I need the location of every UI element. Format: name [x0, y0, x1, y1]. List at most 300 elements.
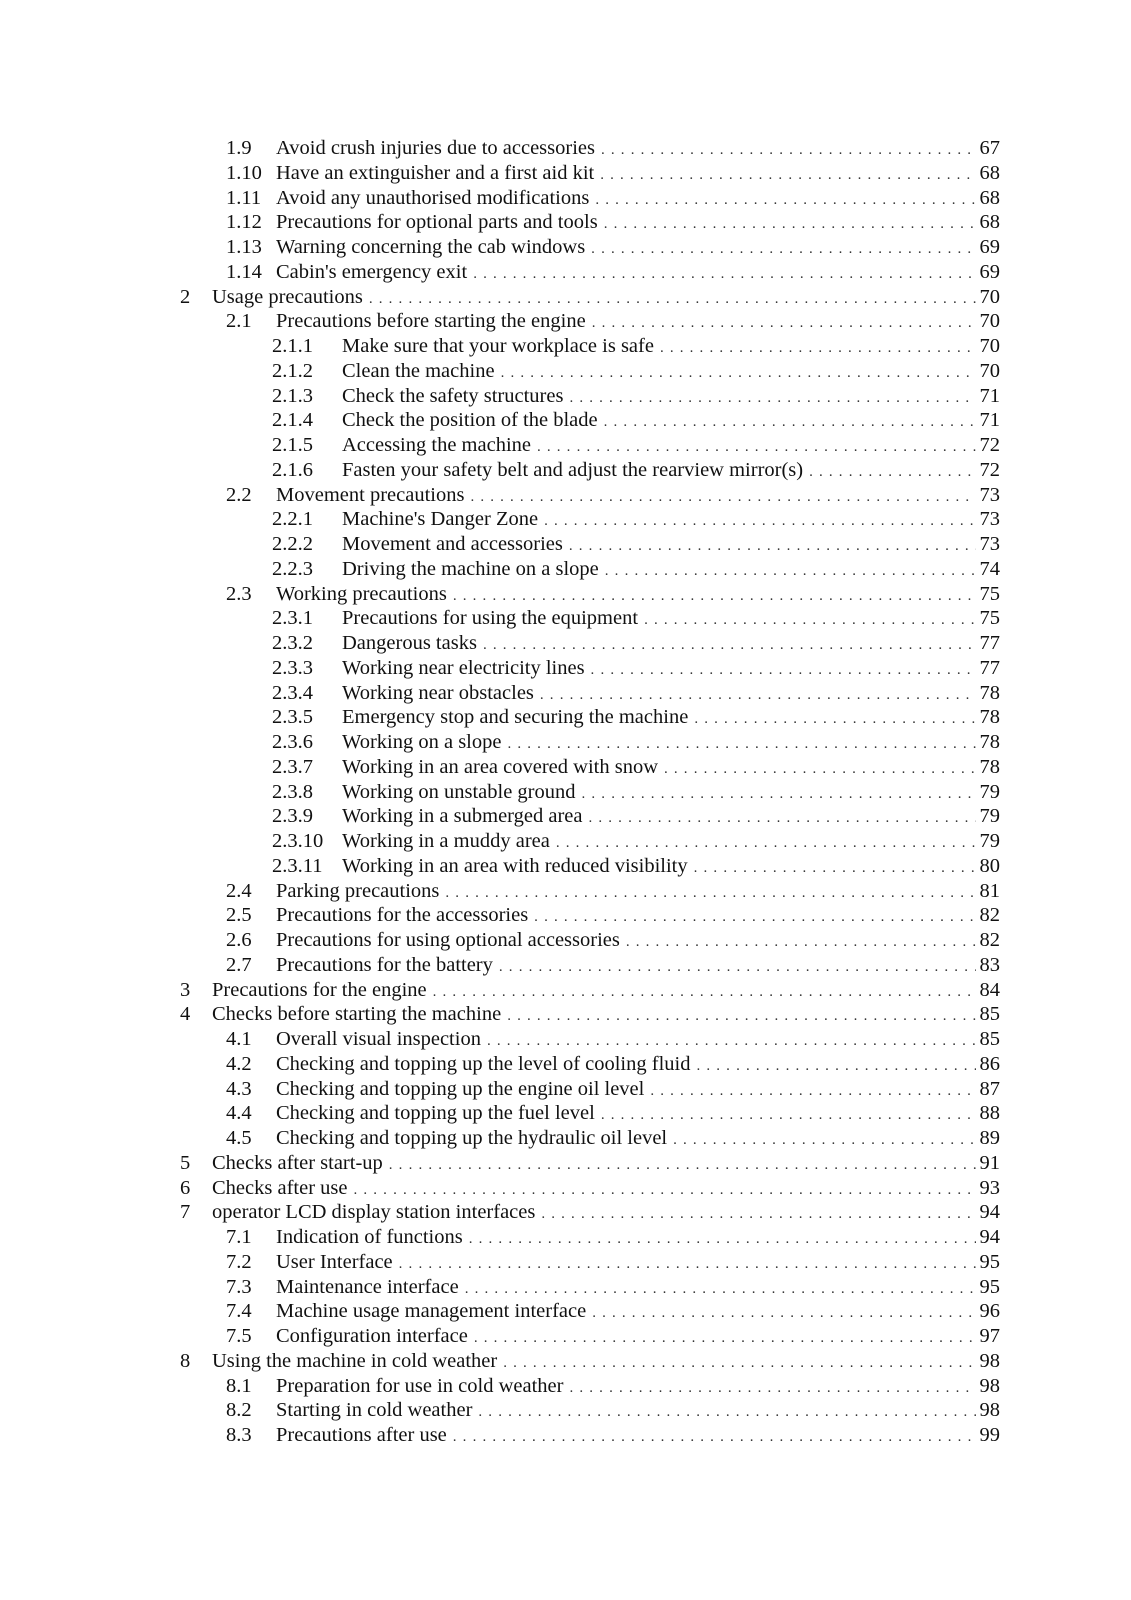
toc-entry-title: Check the safety structures — [342, 384, 564, 407]
toc-dot-leader — [540, 683, 976, 708]
toc-entry-body — [276, 1423, 1000, 1450]
toc-entry-page-number: 86 — [979, 1052, 1000, 1075]
toc-entry[interactable] — [0, 433, 1131, 458]
toc-dot-leader — [483, 633, 976, 658]
toc-entry-title: Precautions for using optional accessories — [276, 929, 620, 951]
toc-entry-body — [276, 1077, 1000, 1104]
toc-entry-body — [342, 804, 1000, 831]
toc-entry-number: 2.3.9 — [272, 805, 313, 828]
toc-dot-leader — [537, 435, 976, 460]
toc-entry-title: Working in a muddy area — [342, 830, 550, 852]
toc-entry[interactable] — [0, 136, 1131, 161]
toc-dot-leader — [445, 881, 975, 906]
toc-entry-number: 8.3 — [226, 1424, 252, 1446]
toc-entry-page-number: 95 — [979, 1275, 1000, 1298]
toc-entry-title: Precautions for the accessories — [276, 904, 529, 927]
toc-entry[interactable] — [0, 161, 1131, 186]
toc-entry-title: Avoid any unauthorised modifications — [276, 186, 590, 209]
toc-entry-body — [342, 408, 1000, 435]
toc-entry-page-number: 79 — [979, 830, 1000, 852]
toc-entry-body — [276, 309, 1000, 336]
toc-entry-title: Working in an area with reduced visibility — [342, 854, 688, 877]
toc-entry-title: Precautions for the engine — [212, 978, 427, 1001]
toc-dot-leader — [399, 1252, 976, 1277]
toc-entry-body — [276, 1250, 1000, 1277]
toc-entry-title: Parking precautions — [276, 879, 440, 902]
toc-dot-leader — [592, 311, 976, 336]
toc-entry[interactable] — [0, 458, 1131, 483]
toc-dot-leader — [453, 584, 976, 609]
toc-entry-number: 3 — [180, 978, 191, 1001]
toc-entry-body — [342, 705, 1000, 732]
toc-dot-leader — [673, 1128, 975, 1153]
toc-dot-leader — [569, 534, 976, 559]
toc-entry-body — [276, 1101, 1000, 1128]
toc-entry-title: Precautions for the battery — [276, 953, 493, 976]
toc-entry[interactable] — [0, 285, 1131, 310]
toc-entry-title: Driving the machine on a slope — [342, 557, 599, 580]
toc-dot-leader — [478, 1400, 975, 1425]
toc-entry-page-number: 94 — [979, 1201, 1000, 1224]
toc-entry-body — [276, 928, 1000, 955]
toc-entry-number: 2.2 — [226, 483, 252, 506]
toc-entry-number: 2.3.1 — [272, 607, 313, 630]
toc-entry-number: 2.3.4 — [272, 681, 313, 704]
toc-entry-number: 2.3.8 — [272, 780, 313, 803]
toc-entry-title: Precautions before starting the engine — [276, 310, 586, 333]
toc-entry-body — [212, 1349, 1000, 1376]
toc-entry[interactable] — [0, 978, 1131, 1003]
toc-entry-number: 2.3.3 — [272, 656, 313, 679]
toc-entry-page-number: 96 — [979, 1300, 1000, 1323]
toc-entry-number: 8.1 — [226, 1374, 252, 1397]
toc-entry-body — [342, 458, 1000, 485]
toc-entry-number: 2.5 — [226, 904, 252, 927]
toc-entry-number: 2.2.1 — [272, 508, 313, 531]
toc-entry[interactable] — [0, 879, 1131, 904]
toc-dot-leader — [595, 188, 975, 213]
toc-entry-body — [212, 1151, 1000, 1178]
toc-entry-number: 1.9 — [226, 137, 252, 159]
toc-dot-leader — [470, 485, 975, 510]
toc-dot-leader — [605, 559, 976, 584]
toc-dot-leader — [664, 757, 976, 782]
toc-entry-title: Checks after start-up — [212, 1151, 383, 1174]
toc-entry-body — [342, 755, 1000, 782]
toc-entry-page-number: 88 — [979, 1102, 1000, 1125]
toc-entry-title: Checks before starting the machine — [212, 1003, 502, 1026]
toc-entry-page-number: 89 — [979, 1127, 1000, 1149]
toc-dot-leader — [501, 361, 976, 386]
toc-entry-body — [342, 606, 1000, 633]
toc-entry-title: Clean the machine — [342, 359, 495, 382]
toc-entry-number: 2.1.2 — [272, 359, 313, 382]
toc-entry-title: Working in a submerged area — [342, 805, 583, 828]
toc-entry-title: Cabin's emergency exit — [276, 260, 468, 283]
toc-entry-number: 8.2 — [226, 1399, 252, 1422]
toc-entry-body — [276, 1126, 1000, 1153]
toc-entry-title: Working in an area covered with snow — [342, 755, 658, 778]
toc-entry-title: Preparation for use in cold weather — [276, 1374, 564, 1397]
toc-entry[interactable] — [0, 260, 1131, 285]
toc-entry[interactable] — [0, 384, 1131, 409]
toc-entry[interactable] — [0, 1027, 1131, 1052]
toc-dot-leader — [499, 955, 976, 980]
toc-dot-leader — [453, 1425, 976, 1450]
toc-entry-body — [276, 186, 1000, 213]
toc-entry-body — [342, 730, 1000, 757]
toc-entry-title: Precautions for optional parts and tools — [276, 211, 598, 234]
toc-entry-title: Maintenance interface — [276, 1275, 459, 1298]
toc-entry[interactable] — [0, 606, 1131, 631]
toc-entry[interactable] — [0, 1077, 1131, 1102]
toc-entry-number: 2.1.6 — [272, 458, 313, 481]
toc-entry-number: 2.3.7 — [272, 755, 313, 778]
toc-entry[interactable] — [0, 557, 1131, 582]
toc-entry-page-number: 74 — [979, 557, 1000, 580]
toc-entry-page-number: 69 — [979, 236, 1000, 258]
toc-entry[interactable] — [0, 1151, 1131, 1176]
toc-entry-body — [276, 903, 1000, 930]
toc-dot-leader — [541, 1202, 975, 1227]
toc-entry-body — [342, 854, 1000, 881]
toc-entry-body — [276, 161, 1000, 188]
toc-entry[interactable] — [0, 854, 1131, 879]
toc-entry-page-number: 80 — [979, 854, 1000, 877]
toc-entry[interactable] — [0, 334, 1131, 359]
toc-entry-number: 7.1 — [226, 1226, 252, 1248]
toc-entry[interactable] — [0, 804, 1131, 829]
toc-entry-body — [276, 1027, 1000, 1054]
toc-entry-page-number: 84 — [979, 978, 1000, 1001]
toc-entry-page-number: 70 — [979, 310, 1000, 333]
toc-entry-title: Checking and topping up the engine oil level — [276, 1077, 645, 1100]
toc-entry-title: Working on unstable ground — [342, 780, 576, 803]
toc-entry[interactable] — [0, 730, 1131, 755]
toc-entry[interactable] — [0, 507, 1131, 532]
toc-entry-body — [342, 656, 1000, 683]
toc-dot-leader — [626, 930, 976, 955]
toc-entry-body — [212, 285, 1000, 312]
toc-entry[interactable] — [0, 1225, 1131, 1250]
toc-entry-body — [276, 953, 1000, 980]
toc-entry-number: 4.5 — [226, 1127, 252, 1149]
toc-dot-leader — [465, 1277, 976, 1302]
toc-entry-page-number: 70 — [979, 285, 1000, 308]
toc-entry-body — [212, 1176, 1000, 1203]
toc-entry-page-number: 98 — [979, 1349, 1000, 1372]
toc-entry-body — [276, 136, 1000, 163]
toc-entry[interactable] — [0, 1176, 1131, 1201]
toc-entry-page-number: 87 — [979, 1077, 1000, 1100]
toc-entry-number: 2.3.2 — [272, 632, 313, 654]
toc-entry-title: Checking and topping up the fuel level — [276, 1102, 595, 1125]
toc-entry-number: 2.3.10 — [272, 830, 324, 852]
toc-entry-body — [342, 780, 1000, 807]
toc-entry-number: 1.10 — [226, 161, 262, 184]
toc-entry-page-number: 70 — [979, 335, 1000, 357]
toc-entry-body — [276, 1398, 1000, 1425]
toc-entry-page-number: 81 — [979, 879, 1000, 902]
toc-dot-leader — [582, 782, 976, 807]
toc-dot-leader — [588, 806, 975, 831]
toc-entry-page-number: 75 — [979, 582, 1000, 605]
toc-entry-body — [342, 532, 1000, 559]
toc-entry-page-number: 77 — [979, 656, 1000, 679]
toc-entry-title: Precautions after use — [276, 1424, 447, 1446]
toc-entry-page-number: 69 — [979, 260, 1000, 283]
toc-dot-leader — [650, 1079, 975, 1104]
toc-entry[interactable] — [0, 1398, 1131, 1423]
toc-entry[interactable] — [0, 903, 1131, 928]
toc-entry[interactable] — [0, 582, 1131, 607]
toc-dot-leader — [809, 460, 975, 485]
toc-entry-page-number: 72 — [979, 458, 1000, 481]
toc-entry-title: Working on a slope — [342, 731, 502, 753]
toc-entry-number: 1.14 — [226, 260, 262, 283]
toc-entry-page-number: 70 — [979, 359, 1000, 382]
toc-dot-leader — [591, 237, 975, 262]
toc-entry-number: 1.12 — [226, 211, 262, 234]
toc-entry-page-number: 85 — [979, 1028, 1000, 1050]
toc-entry-page-number: 77 — [979, 632, 1000, 654]
toc-entry-body — [342, 384, 1000, 411]
toc-entry-page-number: 73 — [979, 508, 1000, 531]
toc-entry[interactable] — [0, 235, 1131, 260]
toc-entry[interactable] — [0, 1052, 1131, 1077]
toc-entry-number: 2.3.11 — [272, 854, 323, 877]
toc-entry[interactable] — [0, 681, 1131, 706]
toc-entry-number: 2.6 — [226, 929, 252, 951]
toc-entry[interactable] — [0, 755, 1131, 780]
toc-entry-page-number: 85 — [979, 1003, 1000, 1026]
toc-entry-page-number: 73 — [979, 483, 1000, 506]
toc-dot-leader — [487, 1029, 976, 1054]
toc-entry-title: Have an extinguisher and a first aid kit — [276, 161, 595, 184]
toc-entry-page-number: 91 — [979, 1151, 1000, 1174]
toc-entry-title: Checking and topping up the hydraulic oil level — [276, 1127, 668, 1149]
toc-entry-number: 4.1 — [226, 1028, 252, 1050]
toc-dot-leader — [389, 1153, 976, 1178]
toc-entry-title: Machine usage management interface — [276, 1300, 587, 1323]
toc-entry[interactable] — [0, 1200, 1131, 1225]
toc-entry-number: 4.2 — [226, 1052, 252, 1075]
toc-entry-title: Precautions for using the equipment — [342, 607, 639, 630]
toc-entry-body — [276, 582, 1000, 609]
toc-dot-leader — [503, 1351, 975, 1376]
toc-entry[interactable] — [0, 1002, 1131, 1027]
toc-entry-page-number: 75 — [979, 607, 1000, 630]
toc-entry[interactable] — [0, 1126, 1131, 1151]
toc-dot-leader — [473, 262, 975, 287]
toc-entry-number: 1.13 — [226, 236, 262, 258]
toc-entry-number: 2.1 — [226, 310, 252, 333]
toc-dot-leader — [601, 1103, 976, 1128]
toc-dot-leader — [604, 410, 976, 435]
toc-dot-leader — [694, 856, 976, 881]
toc-entry-page-number: 78 — [979, 706, 1000, 729]
toc-entry-page-number: 82 — [979, 929, 1000, 951]
toc-entry-number: 2.1.3 — [272, 384, 313, 407]
toc-entry-title: Movement precautions — [276, 483, 465, 506]
toc-dot-leader — [369, 287, 976, 312]
toc-entry-title: Starting in cold weather — [276, 1399, 473, 1422]
toc-entry-body — [276, 1052, 1000, 1079]
toc-entry[interactable] — [0, 408, 1131, 433]
toc-entry-number: 4 — [180, 1003, 191, 1026]
toc-entry-page-number: 93 — [979, 1176, 1000, 1199]
toc-entry-number: 2.4 — [226, 879, 252, 902]
toc-entry-page-number: 82 — [979, 904, 1000, 927]
toc-entry-body — [276, 879, 1000, 906]
toc-entry-number: 2.3.5 — [272, 706, 313, 729]
toc-entry-title: Emergency stop and securing the machine — [342, 706, 689, 729]
toc-entry-body — [276, 235, 1000, 262]
toc-entry-body — [276, 1299, 1000, 1326]
toc-entry-title: Machine's Danger Zone — [342, 508, 539, 531]
toc-entry-number: 2.2.2 — [272, 533, 313, 555]
toc-entry-page-number: 98 — [979, 1374, 1000, 1397]
toc-entry-title: Warning concerning the cab windows — [276, 236, 586, 258]
toc-entry[interactable] — [0, 656, 1131, 681]
toc-entry-title: Checking and topping up the level of cooling fluid — [276, 1052, 691, 1075]
toc-entry-body — [342, 334, 1000, 361]
toc-entry-title: Check the position of the blade — [342, 409, 598, 432]
toc-entry-page-number: 71 — [979, 409, 1000, 432]
toc-entry-page-number: 79 — [979, 780, 1000, 803]
toc-entry[interactable] — [0, 928, 1131, 953]
toc-entry-page-number: 99 — [979, 1424, 1000, 1446]
toc-entry-body — [342, 681, 1000, 708]
toc-entry[interactable] — [0, 1101, 1131, 1126]
toc-entry-title: Avoid crush injuries due to accessories — [276, 137, 595, 159]
toc-entry-title: Movement and accessories — [342, 533, 563, 555]
toc-entry-body — [342, 557, 1000, 584]
toc-dot-leader — [507, 1004, 975, 1029]
toc-entry-number: 7.4 — [226, 1300, 252, 1323]
toc-dot-leader — [694, 707, 975, 732]
toc-dot-leader — [474, 1326, 976, 1351]
toc-entry-title: Usage precautions — [212, 285, 363, 308]
table-of-contents — [0, 136, 1131, 1448]
toc-entry-number: 2.2.3 — [272, 557, 313, 580]
toc-entry-title: Configuration interface — [276, 1325, 468, 1347]
toc-dot-leader — [696, 1054, 975, 1079]
toc-entry-title: Overall visual inspection — [276, 1028, 481, 1050]
toc-entry-title: Fasten your safety belt and adjust the rearview mirror(s) — [342, 458, 804, 481]
toc-entry-title: Make sure that your workplace is safe — [342, 335, 654, 357]
toc-entry-number: 4.3 — [226, 1077, 252, 1100]
toc-entry[interactable] — [0, 186, 1131, 211]
toc-entry-body — [276, 260, 1000, 287]
toc-entry[interactable] — [0, 1299, 1131, 1324]
toc-dot-leader — [569, 386, 975, 411]
toc-dot-leader — [544, 509, 975, 534]
toc-entry[interactable] — [0, 829, 1131, 854]
toc-entry-number: 1.11 — [226, 186, 262, 209]
toc-entry-title: Working near electricity lines — [342, 656, 585, 679]
toc-entry-page-number: 78 — [979, 755, 1000, 778]
toc-entry[interactable] — [0, 953, 1131, 978]
toc-entry[interactable] — [0, 631, 1131, 656]
toc-entry-body — [276, 1374, 1000, 1401]
toc-dot-leader — [569, 1376, 975, 1401]
toc-entry-body — [276, 483, 1000, 510]
toc-entry-page-number: 73 — [979, 533, 1000, 555]
toc-dot-leader — [660, 336, 976, 361]
toc-entry-number: 5 — [180, 1151, 191, 1174]
toc-dot-leader — [353, 1178, 975, 1203]
toc-entry-number: 4.4 — [226, 1102, 252, 1125]
toc-entry-body — [342, 359, 1000, 386]
toc-entry-title: User Interface — [276, 1250, 393, 1273]
toc-entry[interactable] — [0, 1423, 1131, 1448]
toc-entry-body — [276, 1225, 1000, 1252]
toc-entry-title: Using the machine in cold weather — [212, 1349, 498, 1372]
toc-entry-body — [342, 507, 1000, 534]
toc-entry-page-number: 68 — [979, 161, 1000, 184]
toc-entry[interactable] — [0, 780, 1131, 805]
toc-entry[interactable] — [0, 1324, 1131, 1349]
toc-entry[interactable] — [0, 359, 1131, 384]
toc-entry-body — [276, 1324, 1000, 1351]
toc-entry[interactable] — [0, 1374, 1131, 1399]
toc-entry[interactable] — [0, 1349, 1131, 1374]
toc-entry[interactable] — [0, 1275, 1131, 1300]
toc-dot-leader — [469, 1227, 976, 1252]
toc-entry-number: 2.3.6 — [272, 731, 313, 753]
toc-entry[interactable] — [0, 210, 1131, 235]
toc-entry[interactable] — [0, 309, 1131, 334]
toc-entry-body — [212, 978, 1000, 1005]
toc-entry-body — [212, 1200, 1000, 1227]
toc-entry-number: 7 — [180, 1201, 191, 1224]
toc-dot-leader — [600, 163, 975, 188]
toc-entry-page-number: 71 — [979, 384, 1000, 407]
toc-dot-leader — [507, 732, 975, 757]
toc-entry-page-number: 83 — [979, 953, 1000, 976]
toc-entry-page-number: 79 — [979, 805, 1000, 828]
toc-entry-page-number: 72 — [979, 434, 1000, 456]
toc-entry-body — [276, 210, 1000, 237]
toc-dot-leader — [644, 608, 975, 633]
toc-entry-body — [342, 829, 1000, 856]
toc-dot-leader — [592, 1301, 975, 1326]
toc-entry-page-number: 67 — [979, 137, 1000, 159]
toc-entry-number: 2.7 — [226, 953, 252, 976]
toc-entry-title: operator LCD display station interfaces — [212, 1201, 536, 1224]
toc-entry-number: 7.2 — [226, 1250, 252, 1273]
toc-entry[interactable] — [0, 483, 1131, 508]
toc-entry-title: Checks after use — [212, 1176, 348, 1199]
toc-entry[interactable] — [0, 532, 1131, 557]
toc-entry-title: Dangerous tasks — [342, 632, 477, 654]
toc-entry[interactable] — [0, 1250, 1131, 1275]
toc-dot-leader — [601, 138, 976, 163]
toc-entry-number: 7.5 — [226, 1325, 252, 1347]
toc-entry[interactable] — [0, 705, 1131, 730]
toc-dot-leader — [556, 831, 976, 856]
toc-entry-page-number: 68 — [979, 186, 1000, 209]
toc-dot-leader — [433, 980, 976, 1005]
toc-dot-leader — [591, 658, 976, 683]
toc-entry-title: Working near obstacles — [342, 681, 534, 704]
toc-entry-title: Accessing the machine — [342, 434, 531, 456]
toc-dot-leader — [604, 212, 976, 237]
toc-entry-number: 2.1.4 — [272, 409, 313, 432]
toc-dot-leader — [534, 905, 975, 930]
toc-entry-body — [212, 1002, 1000, 1029]
